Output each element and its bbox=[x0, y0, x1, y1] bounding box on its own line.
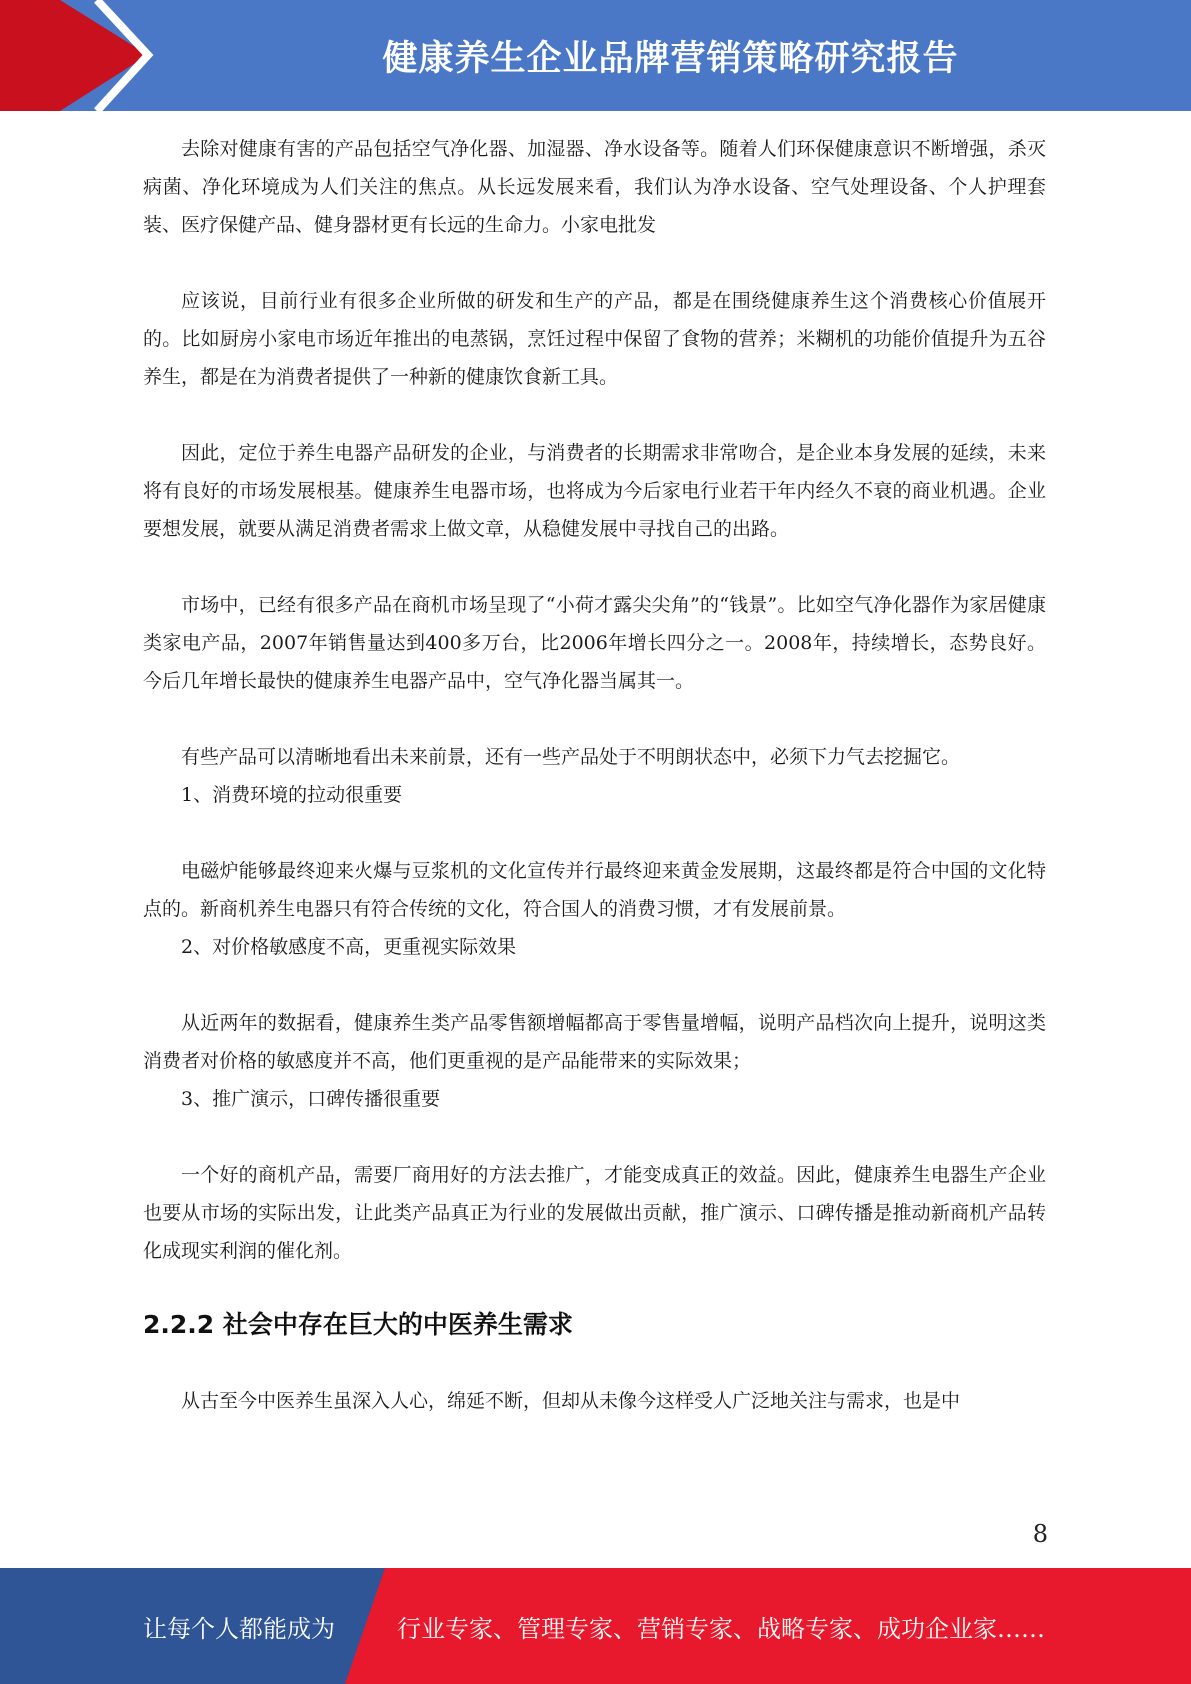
subheading-1: 1、消费环境的拉动很重要 bbox=[181, 784, 403, 806]
header-red-arrow bbox=[0, 0, 148, 111]
paragraph: 应该说，目前行业有很多企业所做的研发和生产的产品，都是在围绕健康养生这个消费核心价值展开的。比如厨房小家电市场近年推出的电蒸锅，烹饪过程中保留了食物的营养；米糊机的功能价值提升为五谷养生，都是在为消费者提供了一种新的健康饮食新工具。 bbox=[143, 290, 1046, 388]
section-heading: 2.2.2 社会中存在巨大的中医养生需求 bbox=[143, 1310, 573, 1339]
document-body bbox=[143, 130, 1046, 1420]
paragraph: 从古至今中医养生虽深入人心，绵延不断，但却从未像今这样受人广泛地关注与需求，也是中 bbox=[181, 1390, 961, 1412]
subheading-3: 3、推广演示，口碑传播很重要 bbox=[181, 1088, 441, 1110]
page-footer bbox=[0, 1568, 1191, 1684]
report-title: 健康养生企业品牌营销策略研究报告 bbox=[382, 38, 959, 79]
paragraph: 电磁炉能够最终迎来火爆与豆浆机的文化宣传并行最终迎来黄金发展期，这最终都是符合中国的文化特点的。新商机养生电器只有符合传统的文化，符合国人的消费习惯，才有发展前景。 bbox=[143, 860, 1046, 920]
subheading-2: 2、对价格敏感度不高，更重视实际效果 bbox=[181, 936, 517, 958]
paragraph: 有些产品可以清晰地看出未来前景，还有一些产品处于不明朗状态中，必须下力气去挖掘它。 bbox=[181, 746, 961, 768]
paragraph: 市场中，已经有很多产品在商机市场呈现了“小荷才露尖尖角”的“钱景”。比如空气净化器作为家居健康类家电产品，2007年销售量达到400多万台，比2006年增长四分之一。2008年，持续增长，态势良好。今后几年增长最快的健康养生电器产品中，空气净化器当属其一。 bbox=[143, 594, 1046, 692]
paragraph: 从近两年的数据看，健康养生类产品零售额增幅都高于零售量增幅，说明产品档次向上提升，说明这类消费者对价格的敏感度并不高，他们更重视的是产品能带来的实际效果； bbox=[143, 1012, 1046, 1072]
paragraph: 去除对健康有害的产品包括空气净化器、加湿器、净水设备等。随着人们环保健康意识不断增强，杀灭病菌、净化环境成为人们关注的焦点。从长远发展来看，我们认为净水设备、空气处理设备、个人护理套装、医疗保健产品、健身器材更有长远的生命力。小家电批发 bbox=[143, 138, 1046, 236]
page-header bbox=[0, 0, 1191, 111]
paragraph: 因此，定位于养生电器产品研发的企业，与消费者的长期需求非常吻合，是企业本身发展的延续，未来将有良好的市场发展根基。健康养生电器市场，也将成为今后家电行业若干年内经久不衰的商业机遇。企业要想发展，就要从满足消费者需求上做文章，从稳健发展中寻找自己的出路。 bbox=[143, 442, 1046, 540]
paragraph: 一个好的商机产品，需要厂商用好的方法去推广，才能变成真正的效益。因此，健康养生电器生产企业也要从市场的实际出发，让此类产品真正为行业的发展做出贡献，推广演示、口碑传播是推动新商机产品转化成现实利润的催化剂。 bbox=[143, 1164, 1046, 1262]
page-number: 8 bbox=[1032, 1520, 1048, 1548]
footer-slogan-right: 行业专家、管理专家、营销专家、战略专家、成功企业家…… bbox=[397, 1614, 1045, 1643]
footer-slogan-left: 让每个人都能成为 bbox=[143, 1614, 335, 1643]
